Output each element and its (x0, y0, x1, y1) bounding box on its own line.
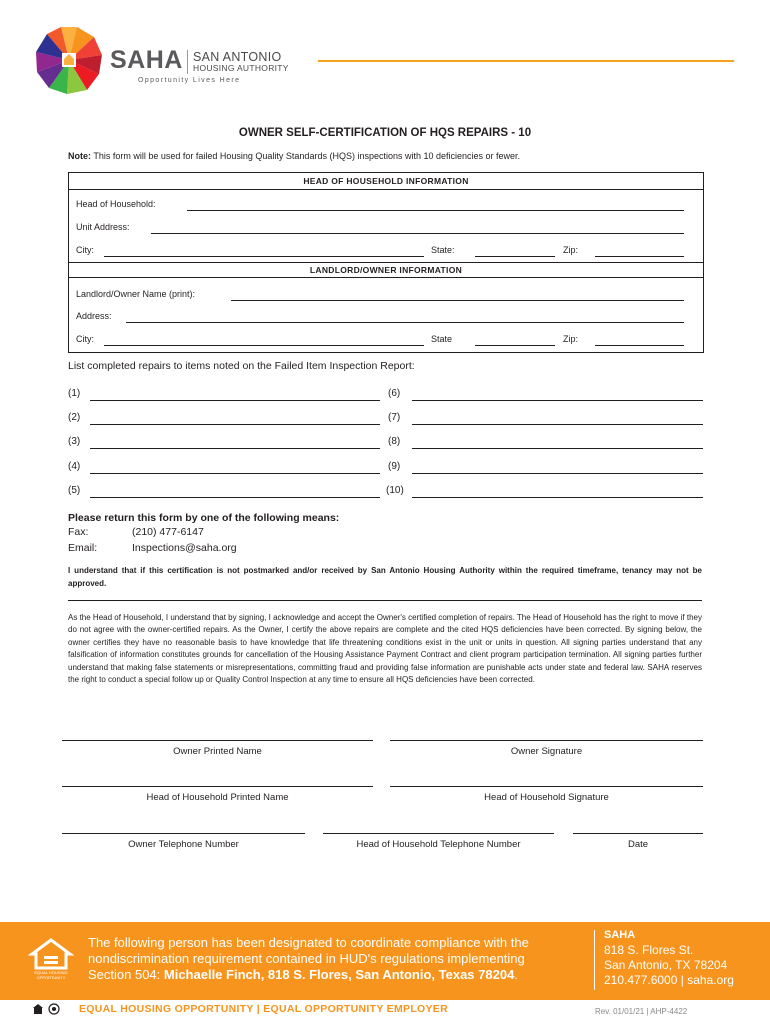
form-note (68, 151, 520, 161)
hoh-signature-field[interactable] (390, 786, 703, 787)
equal-housing-icon-text: EQUAL HOUSING OPPORTUNITY (34, 970, 68, 980)
city-label: City: (76, 245, 94, 255)
repair-field[interactable] (90, 424, 380, 425)
eeo-statement: EQUAL HOUSING OPPORTUNITY | EQUAL OPPORTUNITY EMPLOYER (79, 1003, 448, 1015)
footer-address1: 818 S. Flores St. (604, 943, 694, 957)
city-field[interactable] (104, 256, 424, 257)
city2-label: City: (76, 334, 94, 344)
owner-signature-field[interactable] (390, 740, 703, 741)
notice-line3 (88, 967, 578, 983)
repair-field[interactable] (412, 424, 703, 425)
note-text: This form will be used for failed Housing Quality Standards (HQS) inspections with 10 deficiencies or fewer. (91, 151, 521, 161)
tagline: Opportunity Lives Here (138, 77, 241, 84)
date-field[interactable] (573, 833, 703, 834)
repair-label: (8) (388, 436, 401, 447)
hoh-label: Head of Household: (76, 199, 156, 209)
zip2-field[interactable] (595, 345, 684, 346)
saha-logo-icon (34, 22, 104, 98)
repair-field[interactable] (412, 473, 703, 474)
owner-phone-label: Owner Telephone Number (128, 839, 239, 850)
footer-org: SAHA (604, 929, 636, 941)
email-label: Email: (68, 542, 98, 554)
repair-label: (10) (386, 485, 404, 496)
certification-paragraph: As the Head of Household, I understand that by signing, I acknowledge and accept the Owner's certified completion of repairs. The Head of Household has the right to move if they do not agree with the owner-certified repairs. As the Owner, I certify the above repairs are complete and the cited HQS deficiencies have been corrected. By signing below, the owner certifies they have no reasonable basis to have knowledge that life threatening conditions exist in the unit or units in question. All signing parties understand that any falsification of information constitutes grounds for cancellation of the Housing Assistance Payment Contract and client program participation termination. All signing parties further understand that making false statements or misrepresentations, committing fraud and providing false information are punishable acts under state and federal law. SAHA reserves the right to conduct a special follow up or Quality Control Inspection at any time to ensure all HQS deficiencies have been corrected. (68, 613, 702, 685)
notice-line3-suffix: . (514, 967, 518, 982)
hoh-printed-name-label: Head of Household Printed Name (146, 792, 289, 803)
org-name-line2: HOUSING AUTHORITY (193, 63, 289, 73)
landlord-section-header: LANDLORD/OWNER INFORMATION (309, 265, 463, 275)
hoh-field[interactable] (187, 210, 684, 211)
hoh-section-header: HEAD OF HOUSEHOLD INFORMATION (303, 176, 469, 186)
statement-divider (68, 600, 702, 601)
logo-divider (187, 50, 188, 74)
section-504-notice (88, 935, 578, 983)
section-divider (69, 189, 703, 190)
repair-label: (6) (388, 388, 401, 399)
repair-field[interactable] (90, 473, 380, 474)
repair-label: (9) (388, 461, 401, 472)
repair-field[interactable] (90, 448, 380, 449)
unit-address-label: Unit Address: (76, 222, 130, 232)
email-value[interactable]: Inspections@saha.org (132, 542, 237, 554)
zip-field[interactable] (595, 256, 684, 257)
fax-value: (210) 477-6147 (132, 526, 204, 538)
form-title: OWNER SELF-CERTIFICATION OF HQS REPAIRS - 10 (238, 127, 532, 139)
repair-label: (5) (68, 485, 81, 496)
equal-opportunity-icons (32, 1002, 72, 1014)
owner-printed-name-field[interactable] (62, 740, 373, 741)
address-field[interactable] (126, 322, 684, 323)
repair-label: (3) (68, 436, 81, 447)
notice-line1: The following person has been designated to coordinate compliance with the (88, 935, 529, 950)
footer-address2: San Antonio, TX 78204 (604, 958, 728, 972)
repair-label: (7) (388, 412, 401, 423)
state2-label: State (431, 334, 453, 344)
owner-phone-field[interactable] (62, 833, 305, 834)
state-label: State: (431, 245, 455, 255)
unit-address-field[interactable] (151, 233, 684, 234)
owner-printed-name-label: Owner Printed Name (173, 746, 262, 757)
footer-phone-web[interactable]: 210.477.6000 | saha.org (604, 973, 734, 987)
repair-field[interactable] (90, 400, 380, 401)
state-field[interactable] (475, 256, 555, 257)
repair-field[interactable] (412, 448, 703, 449)
note-label: Note: (68, 151, 91, 161)
understand-statement: I understand that if this certification is not postmarked and/or received by San Antonio Housing Authority within the required timeframe, tenancy may not be approved. (68, 566, 702, 588)
revision-label: Rev. 01/01/21 | AHP-4422 (595, 1007, 688, 1016)
owner-signature-label: Owner Signature (510, 746, 583, 757)
repair-field[interactable] (412, 400, 703, 401)
logo-wordmark: SAHA (110, 46, 183, 74)
section-divider (69, 277, 703, 278)
repair-label: (4) (68, 461, 81, 472)
zip-label: Zip: (563, 245, 579, 255)
notice-contact: Michaelle Finch, 818 S. Flores, San Antonio, Texas 78204 (163, 967, 515, 982)
notice-line3-prefix: Section 504: (88, 967, 164, 982)
repairs-list-title: List completed repairs to items noted on the Failed Item Inspection Report: (68, 360, 415, 372)
address-label: Address: (76, 311, 112, 321)
city2-field[interactable] (104, 345, 424, 346)
repair-label: (2) (68, 412, 81, 423)
landlord-name-field[interactable] (231, 300, 684, 301)
org-name-line1: SAN ANTONIO (193, 50, 282, 64)
hoh-signature-label: Head of Household Signature (484, 792, 609, 803)
header-rule (318, 60, 734, 62)
landlord-name-label: Landlord/Owner Name (print): (76, 289, 196, 299)
notice-line2: nondiscrimination requirement contained in HUD's regulations implementing (88, 951, 525, 966)
date-label: Date (627, 839, 649, 850)
state2-field[interactable] (475, 345, 555, 346)
hoh-phone-field[interactable] (323, 833, 554, 834)
hoh-phone-label: Head of Household Telephone Number (356, 839, 521, 850)
footer-divider (594, 930, 595, 990)
repair-label: (1) (68, 388, 81, 399)
zip2-label: Zip: (563, 334, 579, 344)
repair-field[interactable] (412, 497, 703, 498)
return-heading: Please return this form by one of the following means: (68, 512, 340, 524)
repair-field[interactable] (90, 497, 380, 498)
fax-label: Fax: (68, 526, 89, 538)
hoh-printed-name-field[interactable] (62, 786, 373, 787)
